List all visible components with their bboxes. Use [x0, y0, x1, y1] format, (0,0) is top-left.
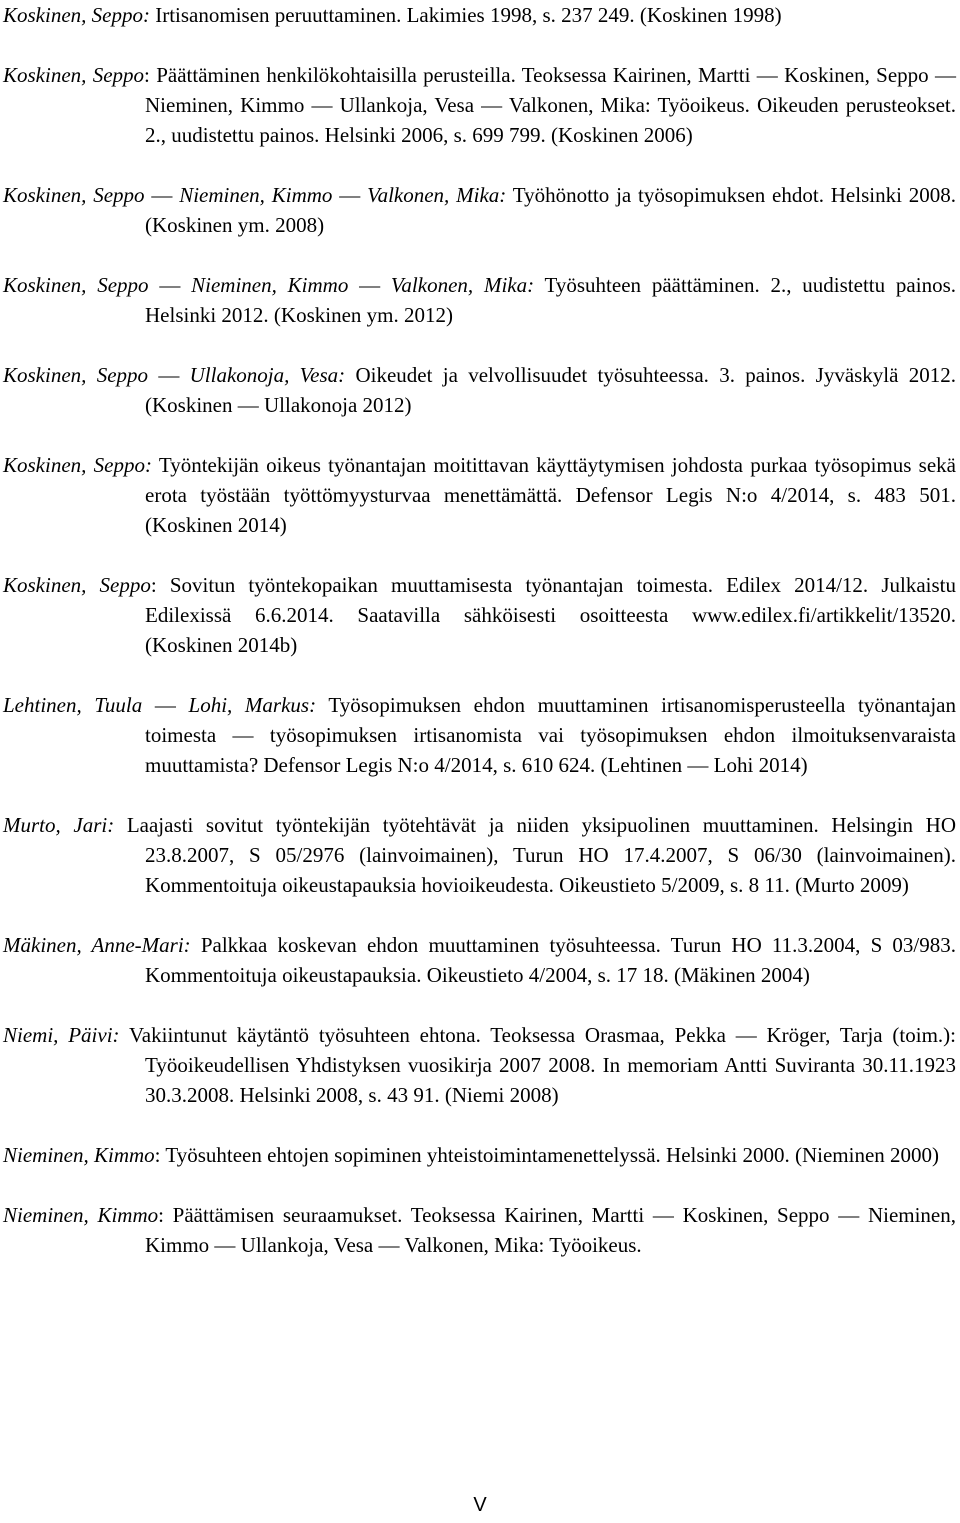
reference-author: Koskinen, Seppo: [3, 63, 145, 87]
reference-author: Koskinen, Seppo:: [3, 453, 152, 477]
reference-text: Palkkaa koskevan ehdon muuttaminen työsuhteessa. Turun HO 11.3.2004, S 03/983. Kommentoituja oikeustapauksia. Oikeustieto 4/2004, s. 17 18. (Mäkinen 2004): [145, 933, 957, 987]
reference-entry: [3, 450, 956, 540]
reference-entry: [3, 690, 956, 780]
reference-text: Työhönotto ja työsopimuksen ehdot. Helsinki 2008. (Koskinen ym. 2008): [145, 183, 957, 237]
reference-text: : Päättäminen henkilökohtaisilla perusteilla. Teoksessa Kairinen, Martti ― Koskinen, Seppo ― Nieminen, Kimmo ― Ullankoja, Vesa ― Valkonen, Mika: Työoikeus. Oikeuden perusteokset. 2., uudistettu painos. Helsinki 2006, s. 699 799. (Koskinen 2006): [144, 63, 956, 147]
reference-text: Työntekijän oikeus työnantajan moitittavan käyttäytymisen johdosta purkaa työsopimus sekä erota työstään työttömyysturvaa menettämättä. Defensor Legis N:o 4/2014, s. 483 501. (Koskinen 2014): [145, 453, 956, 537]
reference-entry: [3, 0, 956, 30]
reference-text: Vakiintunut käytäntö työsuhteen ehtona. Teoksessa Orasmaa, Pekka ― Kröger, Tarja (toim.): Työoikeudellisen Yhdistyksen vuosikirja 2007 2008. In memoriam Antti Suviranta 30.11.1923 30.3.2008. Helsinki 2008, s. 43 91. (Niemi 2008): [128, 1023, 956, 1107]
reference-author: Nieminen, Kimmo: [3, 1143, 155, 1167]
reference-text: : Työsuhteen ehtojen sopiminen yhteistoimintamenettelyssä. Helsinki 2000. (Nieminen 2000): [154, 1143, 940, 1167]
reference-text: : Päättämisen seuraamukset. Teoksessa Kairinen, Martti ― Koskinen, Seppo ― Nieminen, Kimmo ― Ullankoja, Vesa ― Valkonen, Mika: Työoikeus.: [145, 1203, 957, 1257]
reference-entry: [3, 180, 956, 240]
reference-entry: [3, 360, 956, 420]
reference-author: Koskinen, Seppo ― Nieminen, Kimmo ― Valkonen, Mika:: [3, 183, 507, 207]
reference-entry: [3, 930, 956, 990]
reference-entry: [3, 810, 956, 900]
reference-entry: [3, 570, 956, 660]
reference-entry: [3, 1020, 956, 1110]
reference-author: Nieminen, Kimmo: [3, 1203, 159, 1227]
reference-author: Koskinen, Seppo ― Ullakonoja, Vesa:: [3, 363, 346, 387]
reference-text: Oikeudet ja velvollisuudet työsuhteessa. 3. painos. Jyväskylä 2012. (Koskinen ― Ullakonoja 2012): [145, 363, 957, 417]
reference-text: Laajasti sovitut työntekijän työtehtävät ja niiden yksipuolinen muuttaminen. Helsingin HO 23.8.2007, S 05/2976 (lainvoimainen), Turun HO 17.4.2007, S 06/30 (lainvoimainen). Kommentoituja oikeustapauksia hovioikeudesta. Oikeustieto 5/2009, s. 8 11. (Murto 2009): [126, 813, 957, 897]
reference-entry: [3, 1200, 956, 1260]
reference-text: Työsopimuksen ehdon muuttaminen irtisanomisperusteella työnantajan toimesta ― työsopimuksen irtisanomista vai työsopimuksen ehdon ilmoituksenvaraista muuttamista? Defensor Legis N:o 4/2014, s. 610 624. (Lehtinen ― Lohi 2014): [145, 693, 956, 777]
reference-entry: [3, 60, 956, 150]
reference-author: Koskinen, Seppo:: [3, 3, 150, 27]
reference-entry: [3, 1140, 956, 1170]
reference-author: Lehtinen, Tuula ― Lohi, Markus:: [3, 693, 317, 717]
reference-text: Työsuhteen päättäminen. 2., uudistettu painos. Helsinki 2012. (Koskinen ym. 2012): [145, 273, 956, 327]
page-number: V: [473, 1494, 487, 1516]
reference-text: : Sovitun työntekopaikan muuttamisesta työnantajan toimesta. Edilex 2014/12. Julkaistu Edilexissä 6.6.2014. Saatavilla sähköisesti osoitteesta www.edilex.fi/artikkelit/13520. (Koskinen 2014b): [145, 573, 956, 657]
reference-author: Niemi, Päivi:: [3, 1023, 120, 1047]
reference-list: [3, 0, 956, 1290]
reference-entry: [3, 270, 956, 330]
reference-text: Irtisanomisen peruuttaminen. Lakimies 1998, s. 237 249. (Koskinen 1998): [155, 3, 782, 27]
reference-author: Koskinen, Seppo ― Nieminen, Kimmo ― Valkonen, Mika:: [3, 273, 535, 297]
reference-author: Murto, Jari:: [3, 813, 115, 837]
reference-author: Koskinen, Seppo: [3, 573, 151, 597]
reference-author: Mäkinen, Anne-Mari:: [3, 933, 191, 957]
